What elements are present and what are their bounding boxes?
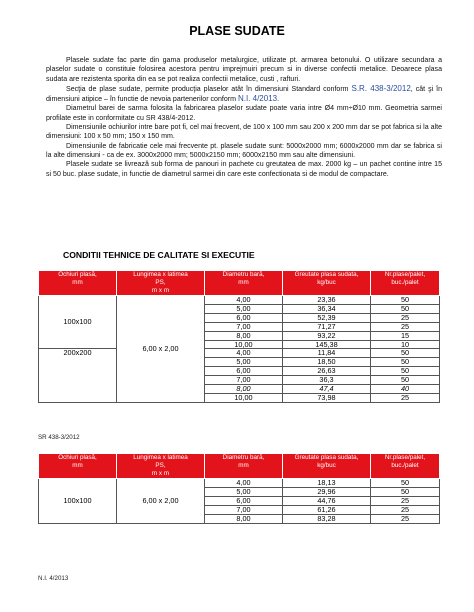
weight-cell: 93,22 xyxy=(283,331,371,340)
size-cell: 6,00 x 2,00 xyxy=(117,479,205,524)
diameter-cell: 4,00 xyxy=(205,349,283,358)
spec-table-sr xyxy=(38,270,440,403)
count-cell: 50 xyxy=(371,479,440,488)
paragraph-1: Plasele sudate fac parte din gama produselor metalurgice, utilizate pt. armarea betonului. O utilizare secundara a plaselor sudate o constituie folosirea acestora pentru imprejmuiri precum si in diverse confectii metalice. Deoarece plasa sudata are rezistenta sporita din ea se pot realiza confectii metalice, custi , rafturi. xyxy=(46,57,442,83)
header-mesh: Ochiuri plasă, mm xyxy=(39,271,117,296)
diameter-cell: 4,00 xyxy=(205,479,283,488)
header-mesh: Ochiuri plasă, mm xyxy=(39,454,117,479)
weight-cell: 18,50 xyxy=(283,358,371,367)
section-title: CONDITII TEHNICE DE CALITATE SI EXECUTIE xyxy=(63,250,255,260)
count-cell: 50 xyxy=(371,304,440,313)
header-size: Lungimea x latimea PS, m x m xyxy=(117,454,205,479)
diameter-cell: 8,00 xyxy=(205,331,283,340)
standard-reference: S.R. 438-3/2012 xyxy=(351,83,411,93)
header-diameter: Diametru bară, mm xyxy=(205,454,283,479)
weight-cell: 26,63 xyxy=(283,367,371,376)
count-cell: 25 xyxy=(371,322,440,331)
diameter-cell: 6,00 xyxy=(205,496,283,505)
spec-table-ni xyxy=(38,453,440,524)
weight-cell: 36,34 xyxy=(283,304,371,313)
weight-cell: 83,28 xyxy=(283,514,371,523)
count-cell: 50 xyxy=(371,487,440,496)
weight-cell: 11,84 xyxy=(283,349,371,358)
weight-cell: 36,3 xyxy=(283,376,371,385)
table-1-note: SR 438-3/2012 xyxy=(38,434,80,441)
header-weight: Greutate plasa sudata, kg/buc xyxy=(283,271,371,296)
table-row xyxy=(39,479,440,488)
mesh-cell: 100x100 xyxy=(39,296,117,349)
count-cell: 50 xyxy=(371,358,440,367)
diameter-cell: 5,00 xyxy=(205,358,283,367)
count-cell: 25 xyxy=(371,313,440,322)
mesh-cell: 100x100 xyxy=(39,479,117,524)
diameter-cell: 7,00 xyxy=(205,376,283,385)
paragraph-2-text-c: . xyxy=(277,96,280,104)
diameter-cell: 6,00 xyxy=(205,313,283,322)
header-size: Lungimea x latimea PS, m x m xyxy=(117,271,205,296)
weight-cell: 52,39 xyxy=(283,313,371,322)
header-diameter: Diametru bară, mm xyxy=(205,271,283,296)
paragraph-2-text-b: , cât şi în dimensiuni atipice – în functie de nevoia partenerilor conform xyxy=(46,85,442,104)
weight-cell: 61,26 xyxy=(283,505,371,514)
paragraph-2 xyxy=(46,84,442,105)
diameter-cell: 5,00 xyxy=(205,487,283,496)
header-weight: Greutate plasa sudata, kg/buc xyxy=(283,454,371,479)
count-cell: 50 xyxy=(371,349,440,358)
count-cell: 50 xyxy=(371,296,440,305)
weight-cell: 18,13 xyxy=(283,479,371,488)
count-cell: 10 xyxy=(371,340,440,349)
weight-cell: 44,76 xyxy=(283,496,371,505)
count-cell: 50 xyxy=(371,367,440,376)
count-cell: 40 xyxy=(371,385,440,394)
table-row xyxy=(39,296,440,305)
paragraph-5: Dimensiunile de fabricatie cele mai frecvente pt. plasele sudate sunt: 5000x2000 mm; 6000x2000 mm dar se fabrica si la alte dimensiuni - ca de ex. 3000x2000 mm; 5000x2150 mm; 6000x2150 mm sau alte dimensiuni. xyxy=(46,142,442,159)
count-cell: 25 xyxy=(371,496,440,505)
mesh-cell: 200x200 xyxy=(39,349,117,402)
table-row xyxy=(39,349,440,358)
diameter-cell: 7,00 xyxy=(205,322,283,331)
diameter-cell: 4,00 xyxy=(205,296,283,305)
weight-cell: 23,36 xyxy=(283,296,371,305)
diameter-cell: 10,00 xyxy=(205,340,283,349)
weight-cell: 73,98 xyxy=(283,393,371,402)
diameter-cell: 7,00 xyxy=(205,505,283,514)
count-cell: 25 xyxy=(371,505,440,514)
page-title: PLASE SUDATE xyxy=(189,24,285,38)
diameter-cell: 8,00 xyxy=(205,385,283,394)
weight-cell: 71,27 xyxy=(283,322,371,331)
count-cell: 15 xyxy=(371,331,440,340)
table-header-row xyxy=(39,454,440,479)
weight-cell: 29,96 xyxy=(283,487,371,496)
weight-cell: 145,38 xyxy=(283,340,371,349)
diameter-cell: 6,00 xyxy=(205,367,283,376)
paragraph-3: Diametrul barei de sarma folosita la fabricarea plaselor sudate poate varia intre Ø4 mm÷Ø10 mm. Geometria sarmei profilate este in conformitate cu SR 438/4-2012. xyxy=(46,105,442,122)
table-2-note: N.I. 4/2013 xyxy=(38,575,69,582)
paragraph-4: Dimensiunile ochiurilor intre bare pot fi, cel mai frecvent, de 100 x 100 mm sau 200 x 200 mm dar se pot fabrica si la alte dimensiuni: 100 x 50 mm; 150 x 150 mm. xyxy=(46,124,442,141)
diameter-cell: 8,00 xyxy=(205,514,283,523)
paragraph-6: Plasele sudate se livrează sub forma de panouri in pachete cu greutatea de max. 2000 kg – un pachet contine intre 15 si 50 buc. plase sudate, in functie de diametrul sarmei din care este confectionata si de modul de compactare. xyxy=(46,161,442,178)
size-cell: 6,00 x 2,00 xyxy=(117,296,205,403)
count-cell: 50 xyxy=(371,376,440,385)
header-count: Nr.plase/palet, buc./palet xyxy=(371,454,440,479)
paragraph-2-text-a: Secţia de plase sudate, permite producţia plaselor atât în dimensiuni Standard conform xyxy=(66,85,352,93)
intro-text xyxy=(46,56,442,179)
diameter-cell: 10,00 xyxy=(205,393,283,402)
ni-reference: N.I. 4/2013 xyxy=(237,94,278,104)
table-header-row xyxy=(39,271,440,296)
count-cell: 25 xyxy=(371,393,440,402)
weight-cell: 47,4 xyxy=(283,385,371,394)
diameter-cell: 5,00 xyxy=(205,304,283,313)
count-cell: 25 xyxy=(371,514,440,523)
header-count: Nr.plase/palet, buc./palet xyxy=(371,271,440,296)
